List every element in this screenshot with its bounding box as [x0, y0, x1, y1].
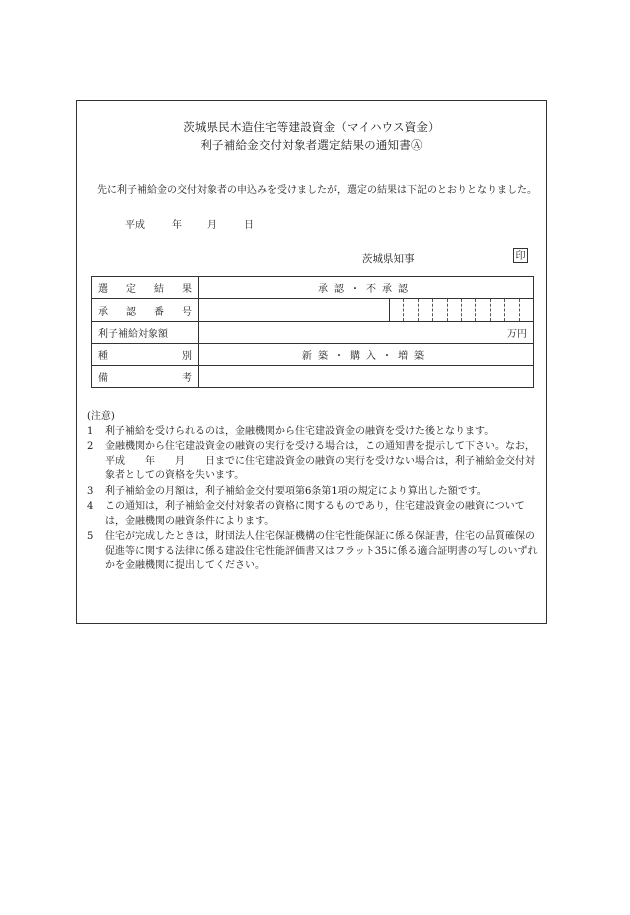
row-label [92, 322, 199, 344]
intro-text: 先に利子補給金の交付対象者の申込みを受けましたが，選定の結果は下記のとおりとなりました。 [97, 185, 537, 196]
notes-section [87, 410, 539, 575]
note-text: 利子補給を受けられるのは，金融機関から住宅建設資金の融資を受けた後となります。 [105, 425, 495, 437]
label-subsidy-amount: 利子補給対象額 [98, 329, 168, 340]
label-char: 別 [182, 351, 192, 362]
title-line-1: 茨城県民木造住宅等建設資金（マイハウス資金） [183, 120, 440, 134]
note-text: この通知は，利子補給金交付対象者の資格に関するものであり，住宅建設資金の融資については，金融機関の融資条件によります。 [105, 501, 525, 527]
label-char: 結 [154, 284, 164, 295]
table-row [92, 322, 534, 344]
label-char: 備 [98, 373, 108, 384]
approval-number-blank [199, 299, 389, 321]
note-text: 金融機関から住宅建設資金の融資の実行を受ける場合は，この通知書を提示して下さい。なお，平成 年 月 日までに住宅建設資金の融資の実行を受けない場合は，利子補給金交付対象者としての資格を失います。 [105, 441, 535, 481]
note-item [87, 485, 539, 500]
remarks-value [199, 366, 534, 388]
note-text: 利子補給金の月額は，利子補給金交付要項第6条第1項の規定により算出した額です。 [105, 485, 487, 497]
row-label [92, 299, 199, 322]
table-row [92, 299, 534, 322]
title-line-2: 利子補給金交付対象者選定結果の通知書Ⓐ [200, 138, 423, 152]
label-char: 号 [182, 306, 192, 318]
approval-number-cell [199, 299, 534, 322]
date-year-unit: 年 [172, 220, 182, 231]
label-char: 定 [126, 284, 136, 295]
result-table [91, 276, 534, 388]
label-char: 認 [126, 306, 136, 318]
subsidy-amount-unit: 万円 [199, 322, 534, 344]
label-char: 考 [182, 373, 192, 384]
note-item [87, 440, 539, 484]
label-approval-number [98, 303, 192, 318]
document-frame [76, 100, 547, 624]
note-item [87, 425, 539, 440]
notes-heading: (注意) [87, 411, 115, 422]
note-text: 住宅が完成したときは，財団法人住宅保証機構の住宅性能保証に係る保証書，住宅の品質確保の促進等に関する法律に係る建設住宅性能評価書又はフラット35に係る適合証明書の写しのいずれかを金融機関に提出してください。 [105, 531, 538, 571]
label-char: 承 [98, 306, 108, 318]
note-item [87, 500, 539, 529]
label-type [98, 347, 192, 362]
note-number: 5 [87, 531, 94, 542]
label-char: 果 [182, 284, 192, 295]
note-item [87, 530, 539, 574]
label-char: 種 [98, 351, 108, 362]
row-label [92, 366, 199, 388]
note-number: 4 [87, 501, 94, 512]
date-era: 平成 [125, 220, 145, 231]
label-selection-result [98, 280, 192, 295]
label-char: 選 [98, 284, 108, 295]
label-remarks [98, 369, 192, 384]
table-row [92, 344, 534, 366]
row-label [92, 277, 199, 299]
approval-number-digit-boxes [389, 299, 533, 321]
note-number: 2 [87, 441, 94, 452]
table-row [92, 366, 534, 388]
note-number: 3 [87, 485, 94, 497]
issuer-name: 茨城県知事 [362, 253, 415, 265]
selection-result-value: 承認・不承認 [199, 277, 534, 299]
date-day-unit: 日 [244, 220, 254, 231]
label-char: 番 [154, 306, 164, 318]
note-number: 1 [87, 425, 94, 437]
table-row [92, 277, 534, 299]
seal-mark: 印 [513, 248, 528, 263]
type-value: 新築・購入・増築 [199, 344, 534, 366]
date-month-unit: 月 [207, 220, 217, 231]
row-label [92, 344, 199, 366]
